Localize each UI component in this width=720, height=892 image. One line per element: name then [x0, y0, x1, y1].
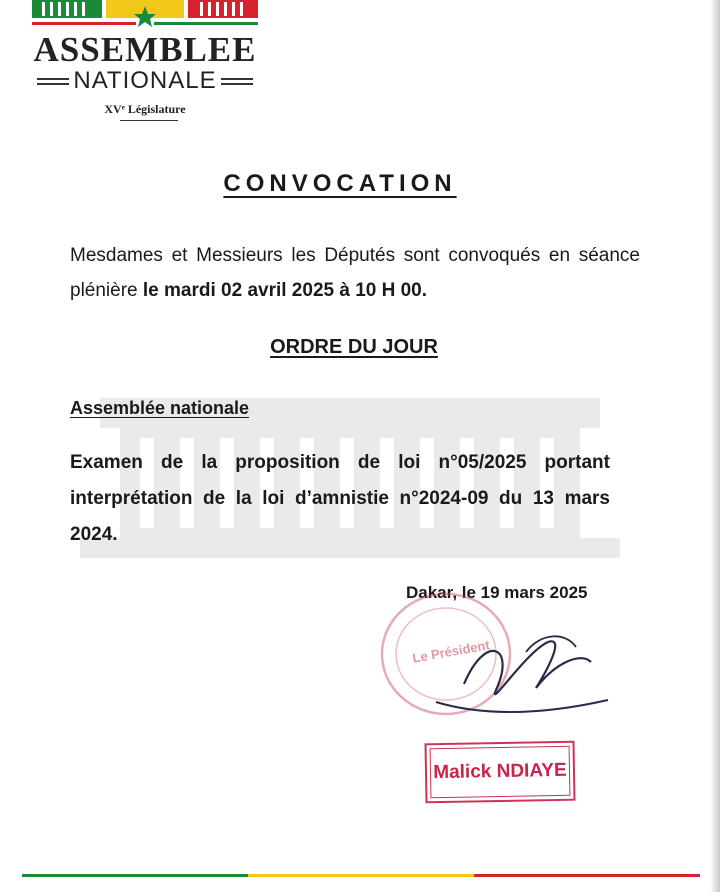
- agenda-item: Examen de la proposition de loi n°05/2025 portant interprétation de la loi d’amnistie n°2024-09 du 13 mars 2024.: [70, 452, 610, 545]
- section-heading: Assemblée nationale: [70, 398, 250, 418]
- agenda-heading: ORDRE DU JOUR: [270, 336, 438, 358]
- document-title: CONVOCATION: [223, 170, 457, 197]
- flag-band-icon: [32, 0, 258, 28]
- org-name-line2-text: NATIONALE: [73, 67, 217, 94]
- legislature-label: XVᵉ Législature: [104, 102, 186, 116]
- footer-flag-line: [22, 874, 700, 877]
- stamp-label: Le Président: [411, 637, 491, 666]
- org-name-line2: [20, 68, 270, 94]
- rule-right: [221, 78, 253, 85]
- official-stamp: [376, 592, 616, 727]
- intro-text: Mesdames et Messieurs les Députés sont convoqués en séance plénière: [70, 245, 640, 301]
- name-stamp: [424, 741, 575, 804]
- org-name-line1: ASSEMBLEE: [33, 30, 257, 69]
- footer-red: [474, 874, 700, 877]
- convocation-intro: [70, 238, 640, 308]
- rule-left: [37, 78, 69, 85]
- footer-green: [22, 874, 248, 877]
- session-date: le mardi 02 avril 2025 à 10 H 00.: [142, 280, 428, 301]
- legislature-underline: [120, 120, 178, 121]
- page-edge-shadow: [710, 0, 720, 892]
- assembly-logo: [20, 0, 270, 130]
- signatory-name: Malick NDIAYE: [433, 759, 567, 784]
- place-date: Dakar, le 19 mars 2025: [406, 583, 588, 602]
- footer-yellow: [248, 874, 474, 877]
